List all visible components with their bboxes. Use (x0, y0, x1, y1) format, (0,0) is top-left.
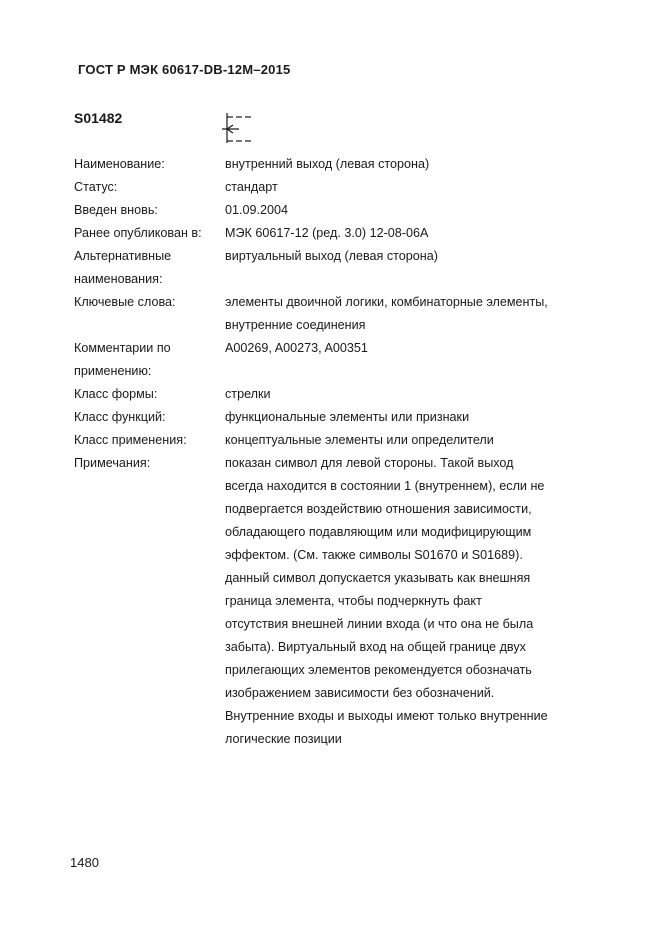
field-value (225, 222, 594, 245)
field-value-line: подвергается воздействию отношения зависимости, (225, 502, 532, 516)
field-value (225, 291, 594, 337)
field-row (74, 222, 594, 245)
field-value-line: концептуальные элементы или определители (225, 433, 494, 447)
field-value-line: стрелки (225, 387, 271, 401)
field-value-line: данный символ допускается указывать как внешняя (225, 571, 531, 585)
field-label (74, 153, 225, 176)
field-value-line: прилегающих элементов рекомендуется обозначать (225, 663, 532, 677)
field-value-line: виртуальный выход (левая сторона) (225, 249, 438, 263)
field-value-line: логические позиции (225, 732, 342, 746)
field-label-line: Ранее опубликован в: (74, 226, 202, 240)
field-value-line: МЭК 60617-12 (ред. 3.0) 12-08-06A (225, 226, 429, 240)
field-label-line: Статус: (74, 180, 118, 194)
field-label-line: Альтернативные (74, 249, 172, 263)
field-label (74, 337, 225, 383)
field-label (74, 452, 225, 751)
field-value-line: функциональные элементы или признаки (225, 410, 470, 424)
field-row (74, 291, 594, 337)
field-value-line: показан символ для левой стороны. Такой выход (225, 456, 514, 470)
symbol-code: S01482 (74, 110, 123, 126)
field-label (74, 222, 225, 245)
field-value-line: забыта). Виртуальный вход на общей границе двух (225, 640, 526, 654)
field-value (225, 406, 594, 429)
field-value (225, 452, 594, 751)
field-value (225, 383, 594, 406)
field-value-line: отсутствия внешней линии входа (и что она не была (225, 617, 534, 631)
field-label-line: Наименование: (74, 157, 165, 171)
field-label (74, 406, 225, 429)
field-row (74, 406, 594, 429)
field-label-line: Класс функций: (74, 410, 166, 424)
field-value-line: внутренний выход (левая сторона) (225, 157, 430, 171)
symbol-properties-table (74, 153, 594, 751)
field-label (74, 176, 225, 199)
field-label-line: Класс применения: (74, 433, 187, 447)
field-value-line: граница элемента, чтобы подчеркнуть факт (225, 594, 482, 608)
field-value-line: стандарт (225, 180, 278, 194)
field-row (74, 153, 594, 176)
field-row (74, 245, 594, 291)
field-value-line: 01.09.2004 (225, 203, 289, 217)
field-value (225, 429, 594, 452)
field-row (74, 176, 594, 199)
field-value (225, 337, 594, 383)
page-number: 1480 (70, 855, 99, 870)
field-label-line: Введен вновь: (74, 203, 158, 217)
field-value (225, 176, 594, 199)
field-row (74, 199, 594, 222)
field-value-line: внутренние соединения (225, 318, 366, 332)
field-value-line: Внутренние входы и выходы имеют только внутренние (225, 709, 548, 723)
field-value-line: эффектом. (См. также символы S01670 и S01689). (225, 548, 523, 562)
field-label (74, 199, 225, 222)
field-label (74, 429, 225, 452)
document-header: ГОСТ Р МЭК 60617-DB-12M–2015 (78, 62, 291, 77)
field-value-line: обладающего подавляющим или модифицирующим (225, 525, 532, 539)
field-label (74, 383, 225, 406)
field-row (74, 337, 594, 383)
field-value-line: всегда находится в состоянии 1 (внутреннем), если не (225, 479, 545, 493)
field-label-line: наименования: (74, 272, 163, 286)
field-value (225, 153, 594, 176)
field-value (225, 199, 594, 222)
field-value (225, 245, 594, 291)
internal-output-symbol-icon (222, 113, 264, 150)
field-row (74, 429, 594, 452)
field-value-line: элементы двоичной логики, комбинаторные элементы, (225, 295, 548, 309)
field-row (74, 452, 594, 751)
field-label (74, 291, 225, 337)
field-label (74, 245, 225, 291)
field-label-line: Класс формы: (74, 387, 158, 401)
field-value-line: изображением зависимости без обозначений. (225, 686, 495, 700)
field-value-line: A00269, A00273, A00351 (225, 341, 368, 355)
field-label-line: применению: (74, 364, 152, 378)
field-label-line: Комментарии по (74, 341, 171, 355)
field-row (74, 383, 594, 406)
field-label-line: Примечания: (74, 456, 151, 470)
field-label-line: Ключевые слова: (74, 295, 176, 309)
